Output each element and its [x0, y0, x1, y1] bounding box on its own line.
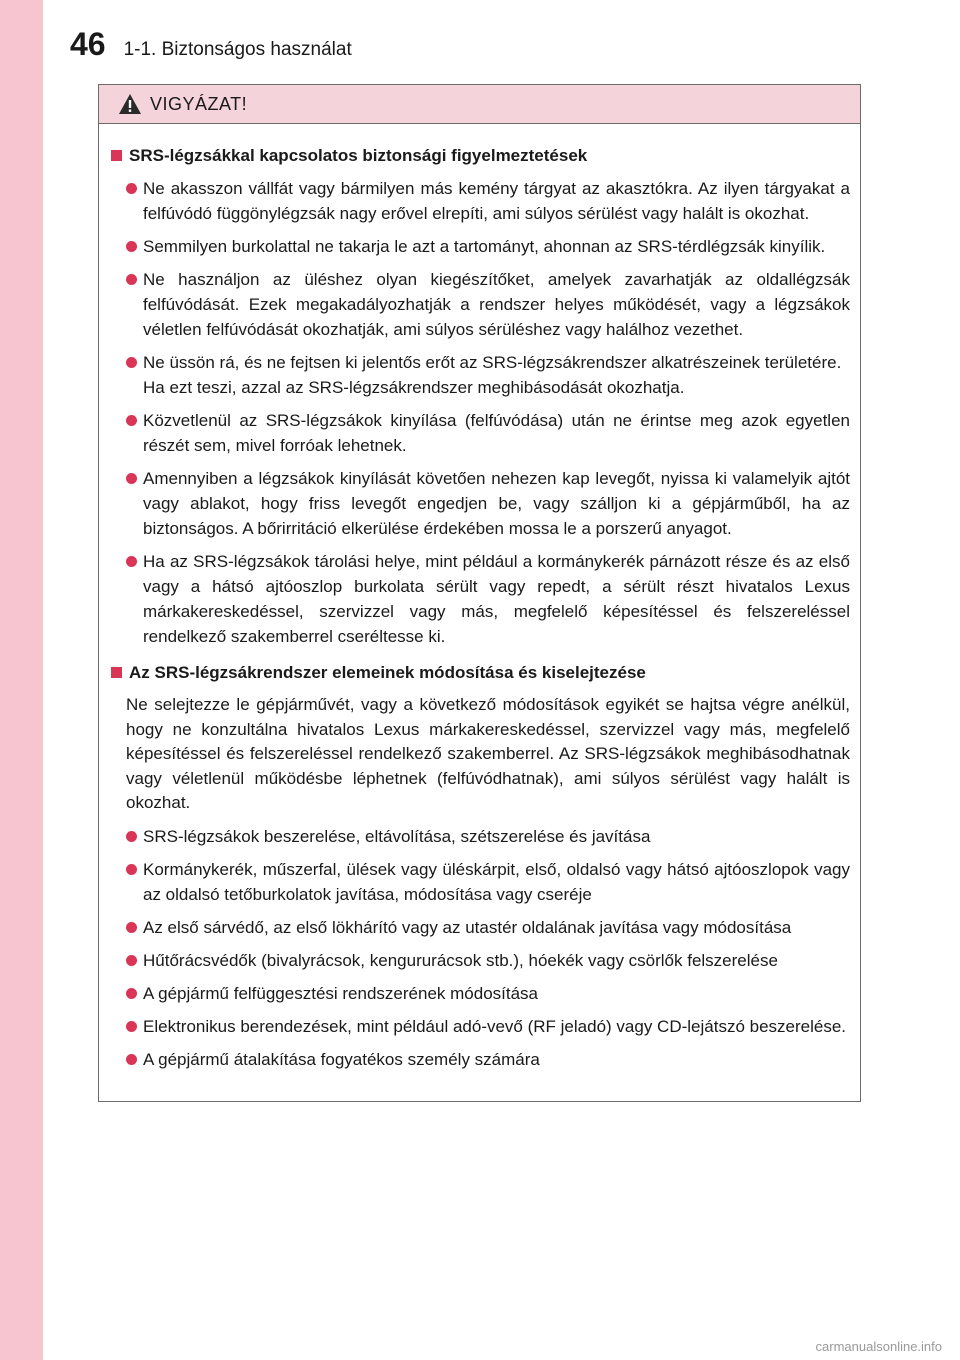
list-item-text: Ne használjon az üléshez olyan kiegészítőket, amelyek zavarhatják az oldallégzsák felfúvódását. Ezek megakadályozhatják a rendszer helyes működését, vagy a légzsákok véletlen felfúvódását okozhatják, ami súlyos sérüléshez vagy halálhoz vezethet.: [143, 270, 850, 339]
list-item: [109, 915, 850, 940]
bullet-dot-icon: [126, 241, 137, 252]
bullet-dot-icon: [126, 183, 137, 194]
caution-box: [98, 84, 861, 1102]
bullet-dot-icon: [126, 556, 137, 567]
bullet-dot-icon: [126, 955, 137, 966]
list-item-text: Hűtőrácsvédők (bivalyrácsok, kengururácsok stb.), hóekék vagy csörlők felszerelése: [143, 950, 778, 970]
bullet-dot-icon: [126, 357, 137, 368]
bullet-dot-icon: [126, 1054, 137, 1065]
list-item-text: Ha az SRS-légzsákok tárolási helye, mint például a kormánykerék párnázott része és az első vagy a hátsó ajtóoszlop burkolata sérült vagy repedt, a sérült részt hivatalos Lexus márkakereskedéssel, szervizzel vagy más, megfelelő képesítéssel és felszereléssel rendelkező szakemberrel cseréltesse ki.: [143, 552, 850, 646]
list-item: [109, 948, 850, 973]
warning-triangle-icon: [118, 93, 142, 115]
list-item: [109, 857, 850, 907]
list-item-text: Az első sárvédő, az első lökhárító vagy az utastér oldalának javítása vagy módosítása: [143, 917, 792, 937]
list-item: [109, 824, 850, 849]
list-item-text: Ne akasszon vállfát vagy bármilyen más kemény tárgyat az akasztókra. Az ilyen tárgyakat a felfúvódó függönylégzsák nagy erővel elrepíti, ami súlyos sérülést vagy halált is okozhat.: [143, 179, 850, 223]
list-item: [109, 176, 850, 226]
list-item: [109, 267, 850, 342]
page-number: 46: [70, 26, 106, 62]
bullet-dot-icon: [126, 415, 137, 426]
list-item-text: SRS-légzsákok beszerelése, eltávolítása, szétszerelése és javítása: [143, 826, 651, 846]
section-heading-text: SRS-légzsákkal kapcsolatos biztonsági figyelmeztetések: [129, 146, 588, 165]
list-item-text: A gépjármű átalakítása fogyatékos személy számára: [143, 1049, 540, 1069]
section-heading: [109, 661, 850, 685]
caution-body: [99, 124, 860, 1072]
square-bullet-icon: [111, 150, 122, 161]
page-header: [70, 26, 352, 66]
list-item-text: Amennyiben a légzsákok kinyílását követően nehezen kap levegőt, nyissa ki valamelyik ajtót vagy ablakot, hogy friss levegőt engedjen be, vagy szálljon ki a gépjárműből, ha az biztonságos. A bőrirritáció elkerülése érdekében mossa le a porszerű anyagot.: [143, 469, 850, 538]
section-heading: [109, 144, 850, 168]
list-item-text: Semmilyen burkolattal ne takarja le azt a tartományt, ahonnan az SRS-térdlégzsák kinyílik.: [143, 237, 826, 256]
list-item-text: Közvetlenül az SRS-légzsákok kinyílása (felfúvódása) után ne érintse meg azok egyetlen részét sem, mivel forróak lehetnek.: [143, 411, 850, 455]
list-item-text: Elektronikus berendezések, mint például adó-vevő (RF jeladó) vagy CD-lejátszó beszerelése.: [143, 1016, 847, 1036]
section-paragraph: Ne selejtezze le gépjárművét, vagy a következő módosítások egyikét se hajtsa végre anélkül, hogy ne konzultálna hivatalos Lexus márkakereskedéssel, szervizzel vagy más, megfelelő képesítéssel és felszereléssel rendelkező szakemberrel. Az SRS-légzsákok meghibásodhatnak vagy véletlenül működésbe léphetnek (felfúvódhatnak), ami súlyos sérülést vagy halált is okozhat.: [126, 695, 850, 812]
bullet-dot-icon: [126, 1021, 137, 1032]
list-item-text: Kormánykerék, műszerfal, ülések vagy üléskárpit, első, oldalsó vagy hátsó ajtóoszlopok vagy az oldalsó tetőburkolatok javítása, módosítása vagy cseréje: [143, 859, 850, 904]
side-band: [0, 0, 43, 1360]
section-title: 1-1. Biztonságos használat: [123, 39, 352, 60]
list-item: [109, 234, 850, 259]
watermark: carmanualsonline.info: [815, 1339, 942, 1354]
list-item: [109, 1014, 850, 1039]
list-item: [109, 350, 850, 400]
bullet-dot-icon: [126, 831, 137, 842]
caution-label: VIGYÁZAT!: [150, 93, 248, 114]
section-heading-text: Az SRS-légzsákrendszer elemeinek módosítása és kiselejtezése: [129, 663, 646, 682]
list-item: [109, 549, 850, 649]
list-item: [109, 408, 850, 458]
list-item: [109, 466, 850, 541]
list-item-text: A gépjármű felfüggesztési rendszerének módosítása: [143, 983, 539, 1003]
list-item: [109, 981, 850, 1006]
list-item-subtext: Ha ezt teszi, azzal az SRS-légzsákrendszer meghibásodását okozhatja.: [143, 378, 685, 397]
list-item-text-group: [143, 350, 850, 400]
caution-header: [99, 85, 860, 124]
list-item-text: Ne üssön rá, és ne fejtsen ki jelentős erőt az SRS-légzsákrendszer alkatrészeinek területére.: [143, 353, 842, 372]
bullet-dot-icon: [126, 988, 137, 999]
bullet-dot-icon: [126, 274, 137, 285]
square-bullet-icon: [111, 667, 122, 678]
bullet-dot-icon: [126, 864, 137, 875]
list-item: [109, 1047, 850, 1072]
bullet-dot-icon: [126, 922, 137, 933]
bullet-dot-icon: [126, 473, 137, 484]
